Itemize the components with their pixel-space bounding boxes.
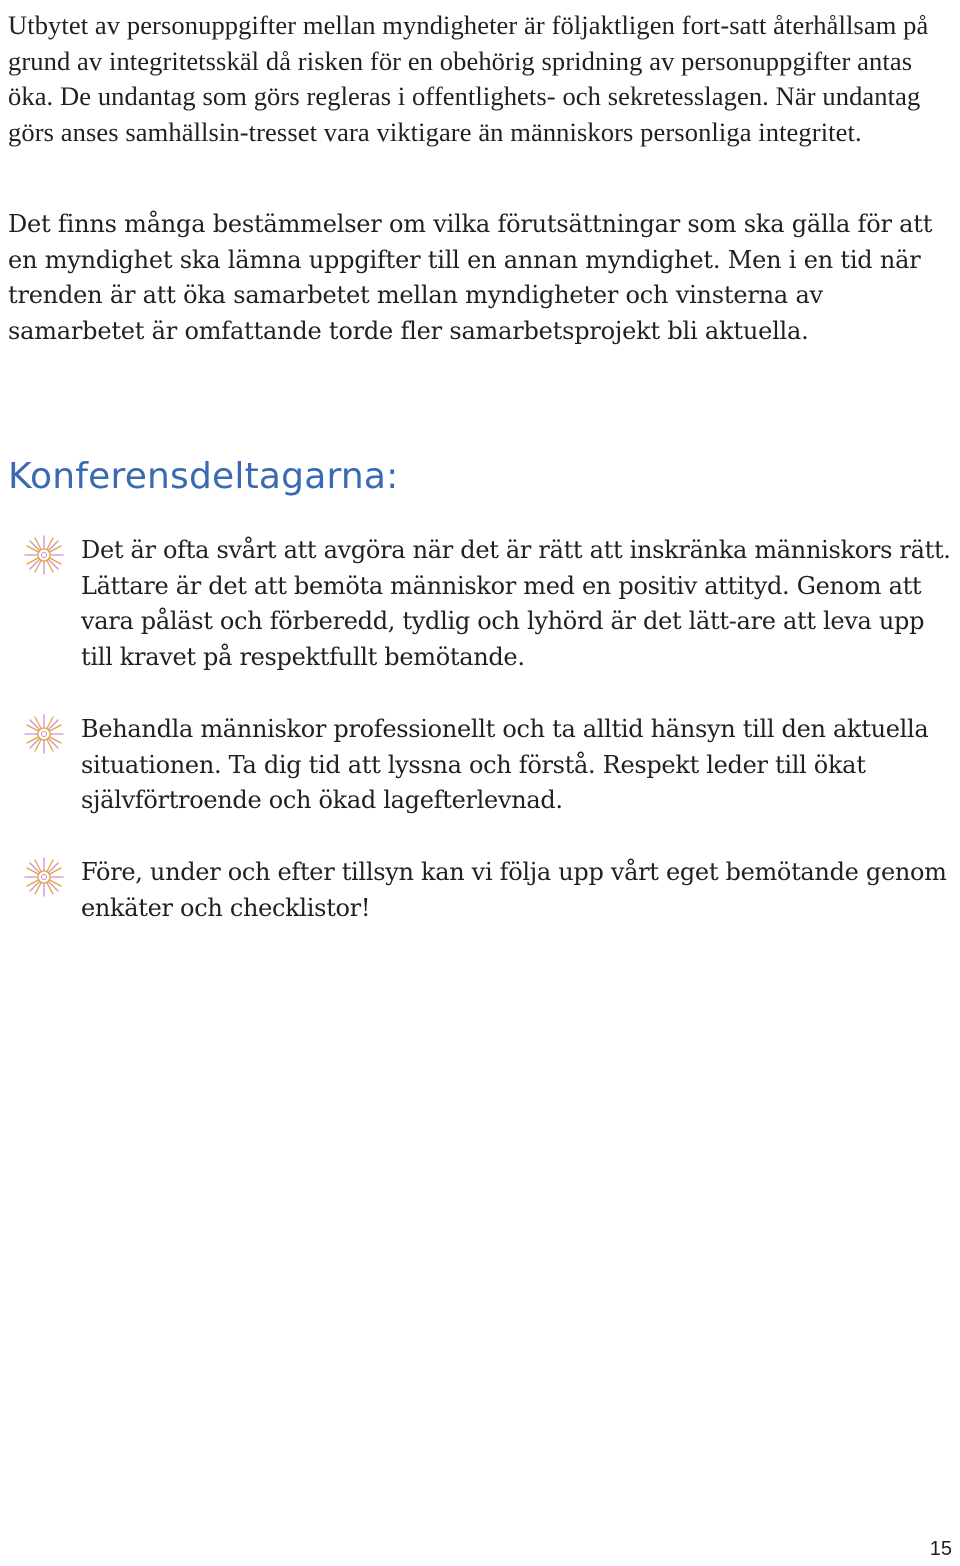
- starburst-icon: [24, 714, 64, 754]
- body-paragraph-2: Det finns många bestämmelser om vilka förutsättningar som ska gälla för att en myndighet ska lämna uppgifter till en annan myndighet. Men i en tid när trenden är att öka samarbetet mellan myndigheter och vinsterna av samarbetet är omfattande torde fler samarbetsprojekt bli aktuella.: [8, 210, 933, 345]
- starburst-icon: [24, 535, 64, 575]
- bullet-text: Det är ofta svårt att avgöra när det är rätt att inskränka människors rätt. Lättare är det att bemöta människor med en positiv attityd. Genom att vara påläst och förberedd, tydlig och lyhörd är det lätt-are att leva upp till kravet på respektfullt bemötande.: [81, 536, 951, 671]
- section-heading: Konferensdeltagarna:: [8, 456, 399, 497]
- bullet-text: Behandla människor professionellt och ta alltid hänsyn till den aktuella situationen. Ta dig tid att lyssna och förstå. Respekt leder till ökat självförtroende och ökad lagefterlevnad.: [81, 715, 929, 815]
- page-number: 15: [929, 1538, 952, 1560]
- body-paragraph-1: Utbytet av personuppgifter mellan myndigheter är följaktligen fort-satt återhållsam på grund av integritetsskäl då risken för en obehörig spridning av personuppgifter antas öka. De undantag som görs regleras i offentlighets- och sekretesslagen. När undantag görs anses samhällsin-tresset vara viktigare än människors personliga integritet.: [8, 10, 929, 147]
- bullet-text: Före, under och efter tillsyn kan vi följa upp vårt eget bemötande genom enkäter och checklistor!: [81, 858, 947, 922]
- starburst-icon: [24, 857, 64, 897]
